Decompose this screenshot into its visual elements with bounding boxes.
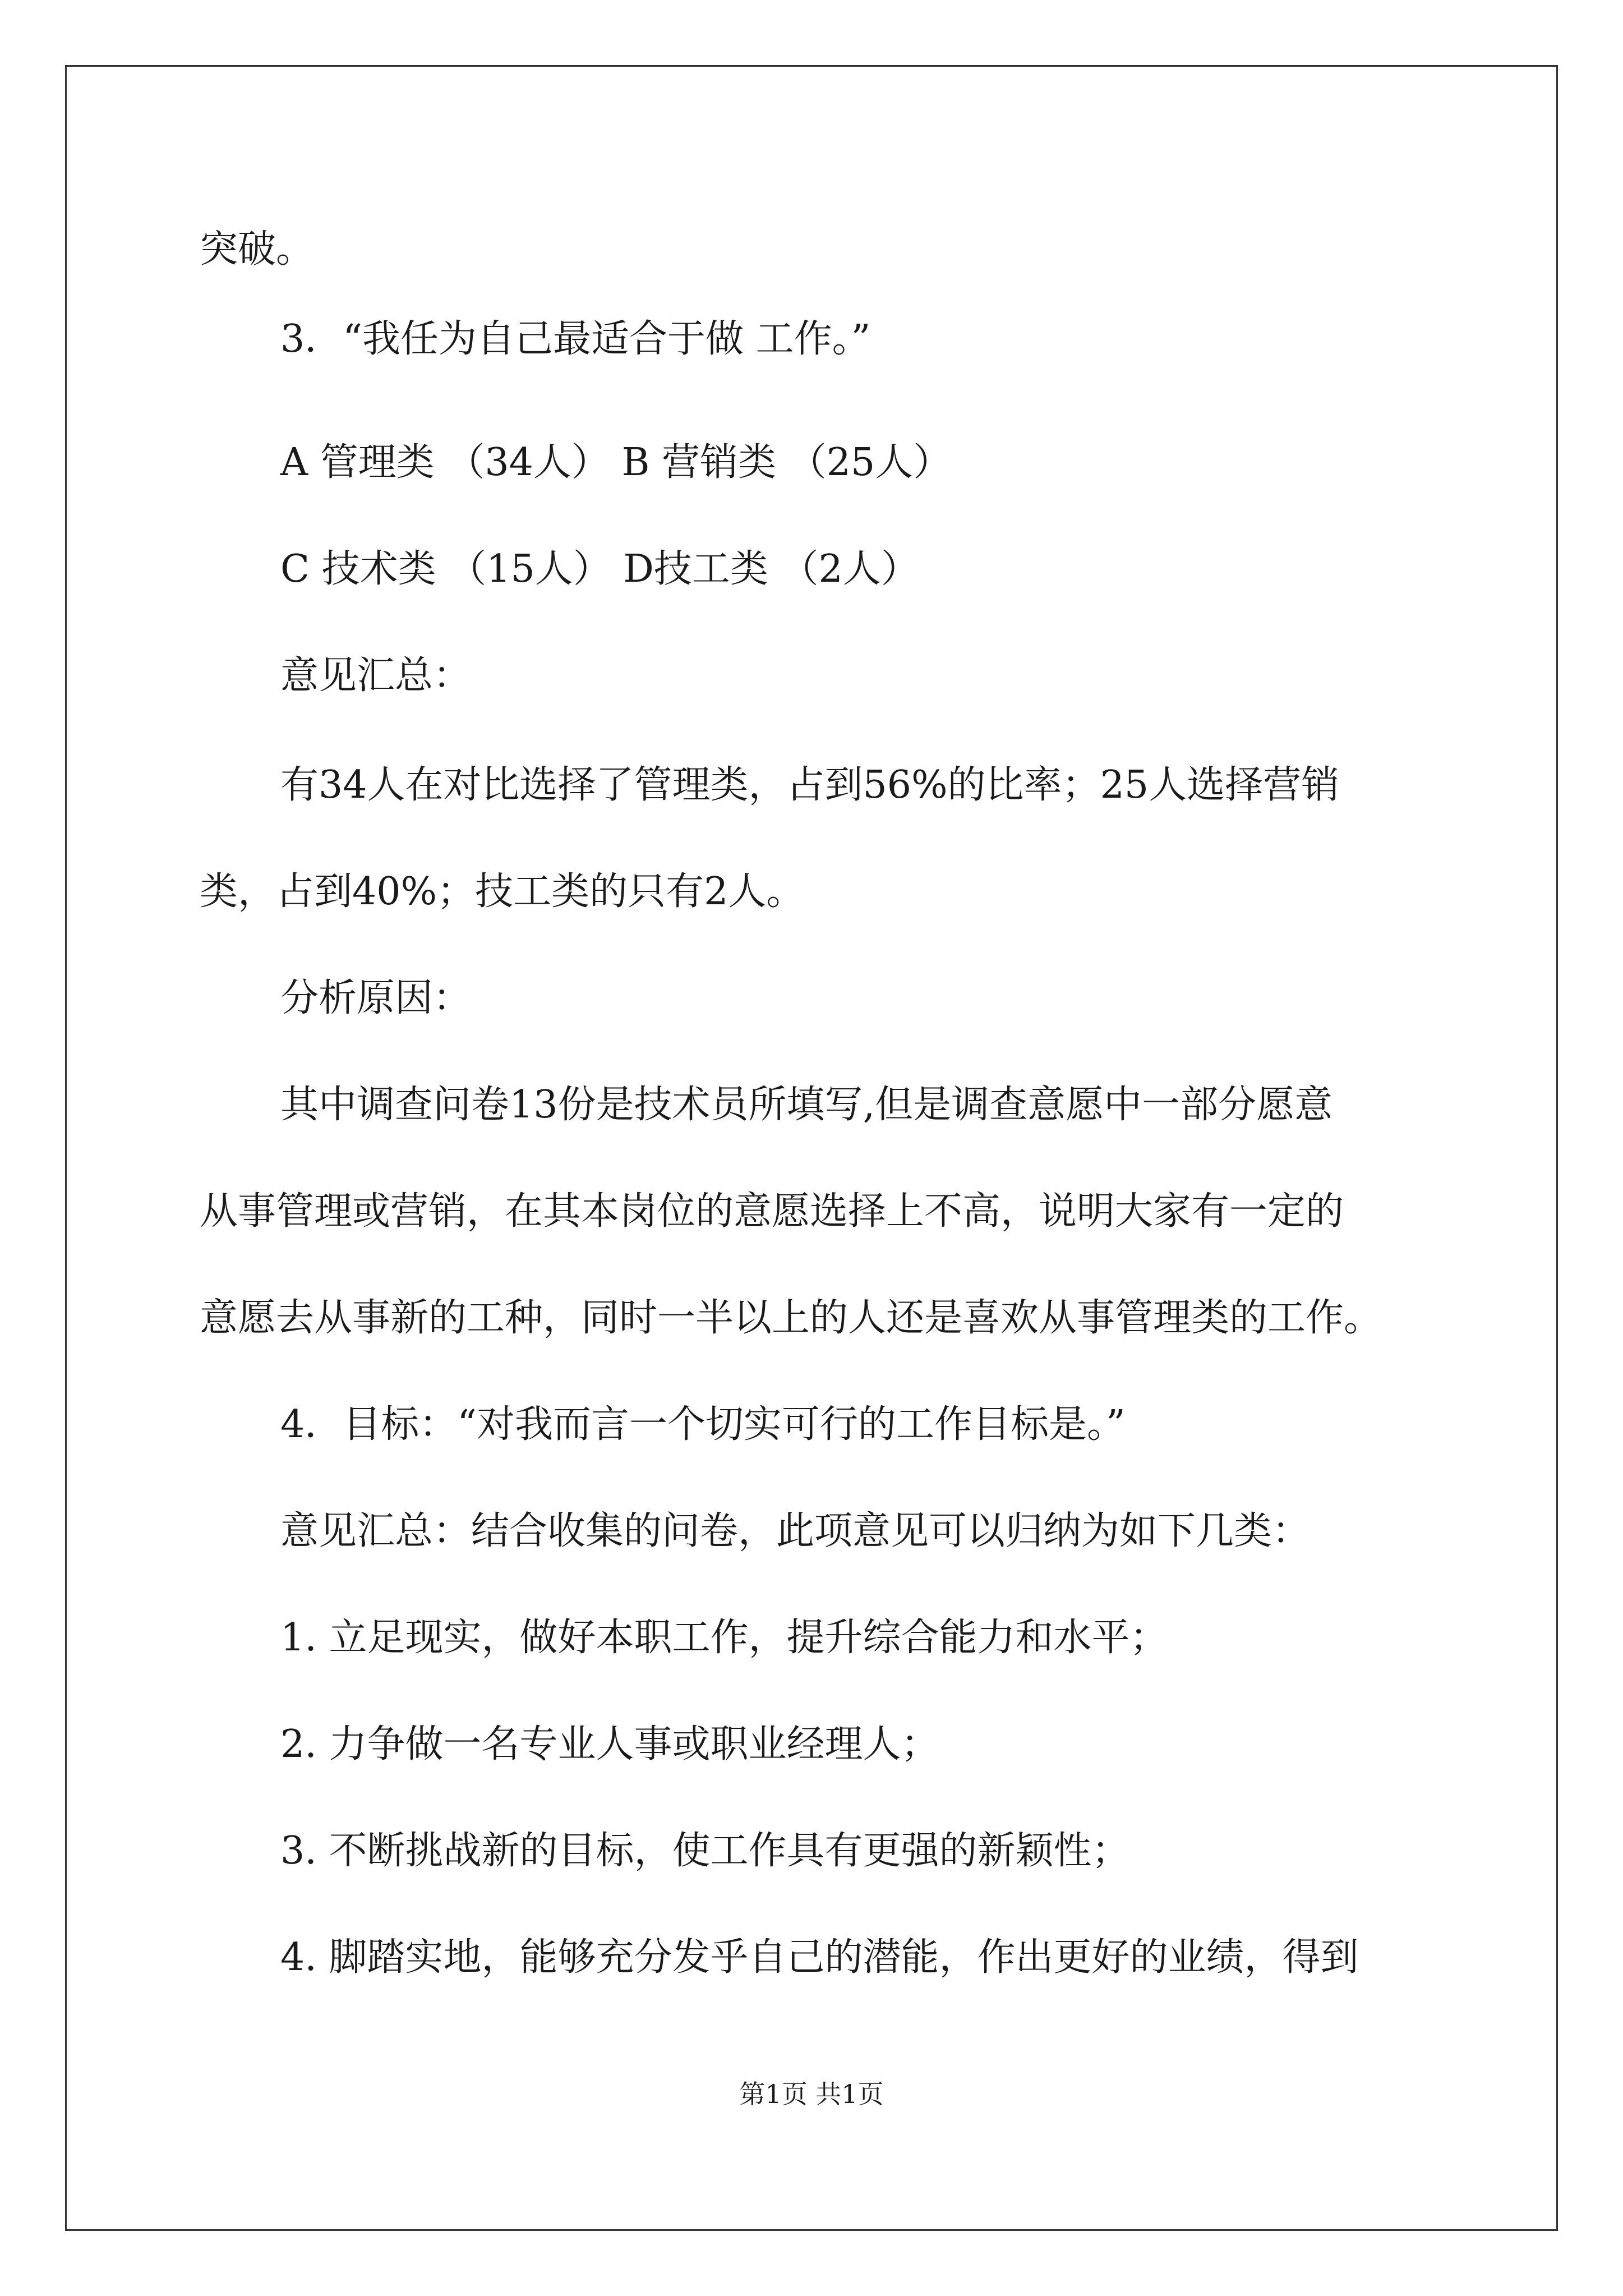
text-line: 突破。	[200, 227, 315, 272]
summary-line: 意见汇总：结合收集的问卷，此项意见可以归纳为如下几类：	[280, 1509, 1311, 1553]
list-item: 3. 不断挑战新的目标，使工作具有更强的新颖性；	[280, 1829, 1130, 1873]
summary-label: 意见汇总：	[280, 654, 472, 698]
text-line: 有34人在对比选择了管理类，占到56%的比率；25人选择营销	[280, 763, 1340, 807]
text-line: 意愿去从事新的工种，同时一半以上的人还是喜欢从事管理类的工作。	[200, 1296, 1382, 1340]
text-line: 类，占到40%；技工类的只有2人。	[200, 869, 805, 914]
analysis-label: 分析原因：	[280, 976, 472, 1020]
text-line: 其中调查问卷13份是技术员所填写,但是调查意愿中一部分愿意	[280, 1083, 1333, 1127]
options-line-ab: A 管理类 （34人） B 营销类 （25人）	[280, 440, 952, 485]
question-3-heading: 3．“我任为自己最适合于做 工作。”	[280, 317, 871, 361]
page-frame	[65, 65, 1558, 2231]
options-line-cd: C 技术类 （15人） D技工类 （2人）	[280, 547, 919, 591]
list-item: 1. 立足现实，做好本职工作，提升综合能力和水平；	[280, 1616, 1168, 1660]
text-line: 从事管理或营销，在其本岗位的意愿选择上不高，说明大家有一定的	[200, 1189, 1344, 1234]
page-footer: 第1页 共1页	[739, 2079, 884, 2109]
question-4-heading: 4．目标：“对我而言一个切实可行的工作目标是。”	[280, 1402, 1126, 1447]
list-item: 4. 脚踏实地，能够充分发乎自己的潜能，作出更好的业绩，得到	[280, 1935, 1359, 1980]
list-item: 2. 力争做一名专业人事或职业经理人；	[280, 1722, 939, 1766]
